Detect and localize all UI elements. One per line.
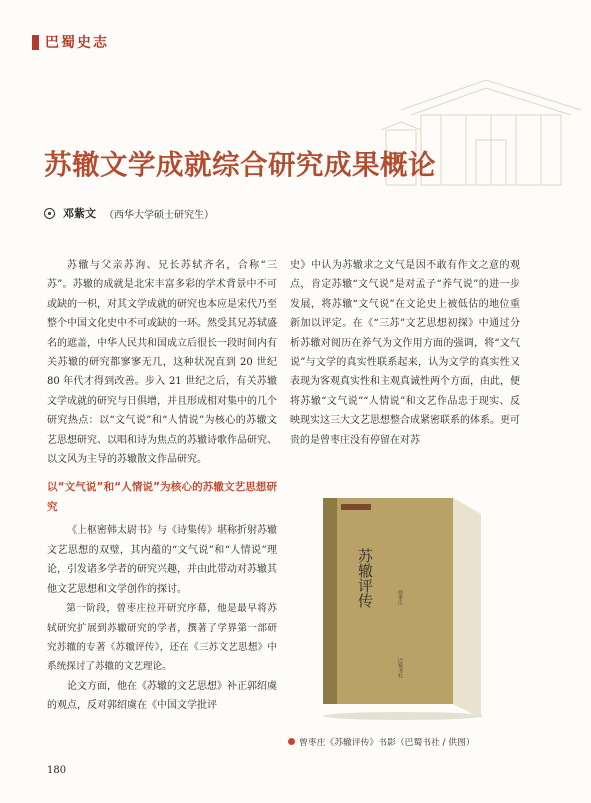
right-column xyxy=(290,256,520,450)
section-label: 巴蜀史志 xyxy=(45,35,109,51)
paragraph: 苏辙与父亲苏洵、兄长苏轼齐名，合称“三苏”。苏辙的成就是北宋丰富多彩的学术背景中不可或缺的一枳，对其文学成就的研究也本应是宋代乃至整个中国文化史中不可或缺的一环。然受其兄苏轼盛名的遮盖，中华人民共和国成立后很长一段时间内有关苏辙的研究都寥寥无几，这种状况直到 20 世纪 80 年代才得到改善。步入 21 世纪之后，有关苏辙文学成就的研究与日俱增，并且形成相对集中的几个研究热点：以“文气说”和“人情说”为核心的苏辙文艺思想研究、以唱和诗为焦点的苏辙诗歌作品研究、以文风为主导的苏辙散文作品研究。 xyxy=(47,260,277,466)
paragraph: 第一阶段，曾枣庄拉开研究序幕，他是最早将苏轼研究扩展到苏辙研究的学者，撰著了学界第一部研究苏辙的专著《苏辙评传》，还在《三苏文艺思想》中系统探讨了苏辙的文艺理论。 xyxy=(47,603,277,673)
book-title: 苏辙评传 xyxy=(356,548,374,608)
book-cover-image xyxy=(303,490,493,725)
paragraph: 论文方面，他在《苏辙的文艺思想》补正郭绍虞的观点，反对郭绍虞在《中国文学批评 xyxy=(47,680,277,712)
book-publisher: 巴蜀书社 xyxy=(397,658,403,678)
book-author: 曾枣庄 xyxy=(397,590,403,605)
caption-bullet-icon xyxy=(288,738,295,745)
section-marker xyxy=(32,35,39,50)
author-line xyxy=(44,205,214,221)
author-affiliation: （西华大学硕士研究生） xyxy=(104,209,214,221)
section-subheading: 以“文气说”和“人情说”为核心的苏辙文艺思想研究 xyxy=(47,481,277,514)
paragraph: 《上枢密韩太尉书》与《诗集传》堪称折射苏辙文艺思想的双璧，其内蕴的“文气说”和“人情说”理论，引发诸多学者的研究兴趣，并由此带动对苏辙其他文艺思想和文学创作的探讨。 xyxy=(47,525,277,595)
bullet-circle-icon xyxy=(44,208,55,219)
article-title: 苏辙文学成就综合研究成果概论 xyxy=(44,149,436,181)
figure-caption xyxy=(288,735,475,748)
left-column xyxy=(47,256,277,716)
paragraph: 史》中认为苏辙求之文气是因不敢有作文之意的观点，肯定苏辙“文气说”是对孟子“养气说”的进一步发展，将苏辙“文气说”在文论史上被低估的地位重新加以评定。在《“三苏”文艺思想初探》中通过分析苏辙对阅历在养气为文作用方面的强调，将“文气说”与文学的真实性联系起来，认为文学的真实性又表现为客观真实性和主观真诚性两个方面，由此，便将苏辙“文气说”“人情说”和文艺作品忠于现实、反映现实这三大文艺思想整合成紧密联系的体系。更可贵的是曾枣庄没有停留在对苏 xyxy=(290,260,520,446)
page-number: 180 xyxy=(47,765,67,776)
author-name: 邓紫文 xyxy=(63,207,96,220)
section-header xyxy=(32,32,109,52)
caption-text: 曾枣庄《苏辙评传》书影（巴蜀书社 / 供图） xyxy=(299,738,475,748)
